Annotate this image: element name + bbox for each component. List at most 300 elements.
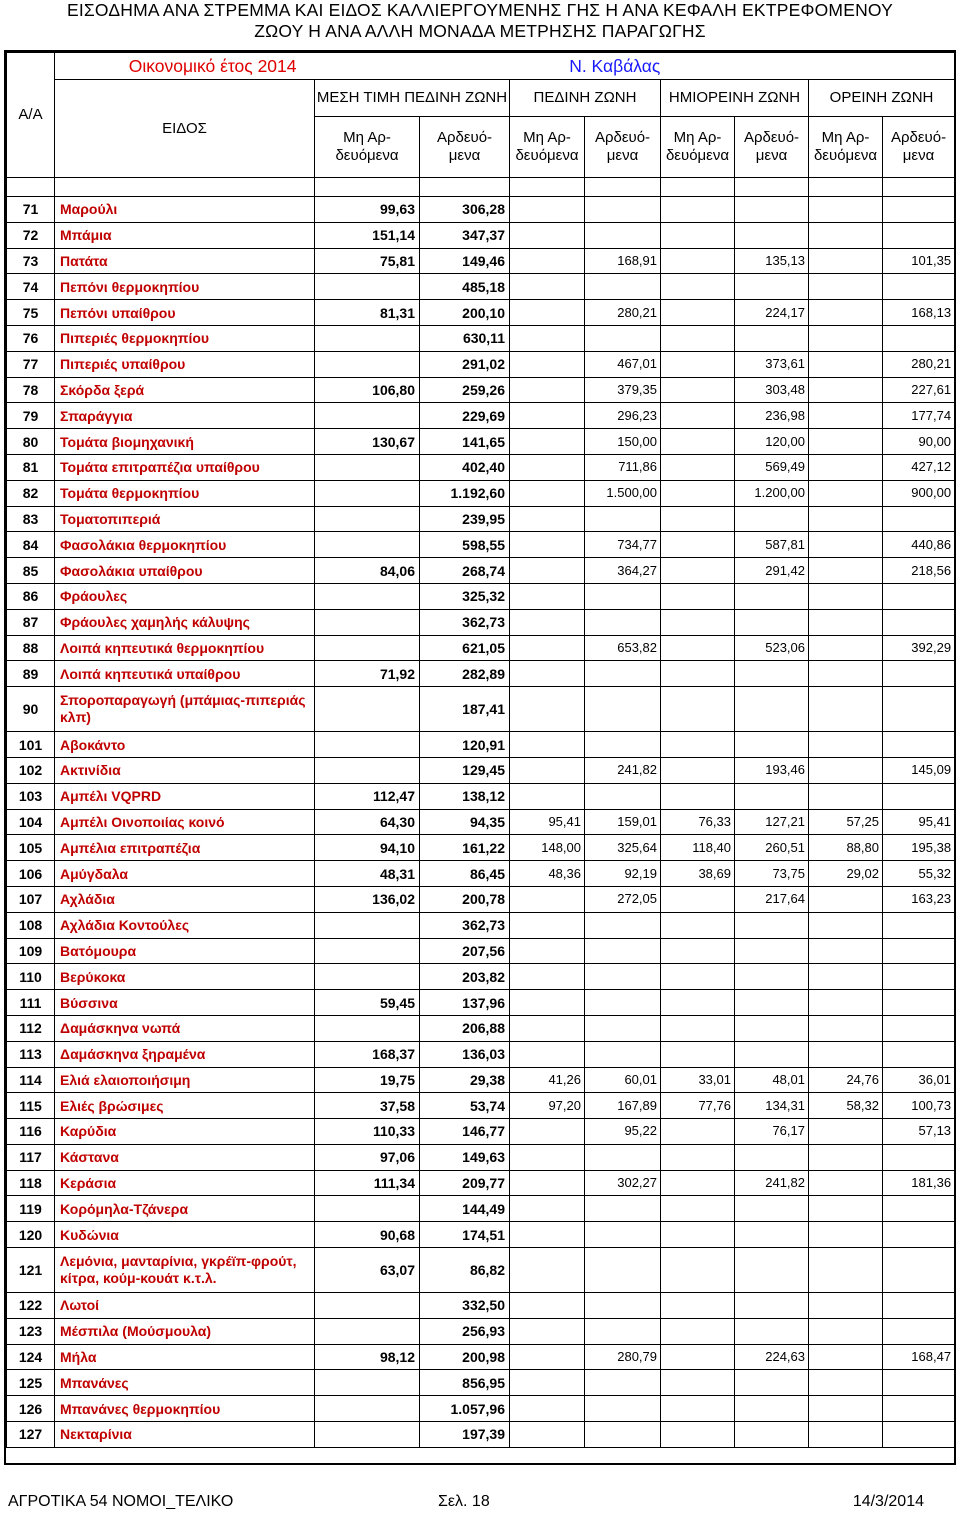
row-number: 101 xyxy=(7,732,55,758)
mean-value-cell xyxy=(315,938,420,964)
mean-value-cell xyxy=(315,325,420,351)
zone-value-cell xyxy=(661,1144,735,1170)
income-table xyxy=(6,52,955,1448)
mean-value-cell: 206,88 xyxy=(420,1015,510,1041)
subhead-irrigated: Αρδευό- μενα xyxy=(420,117,510,178)
table-row xyxy=(7,197,955,223)
zone-value-cell xyxy=(809,403,883,429)
zone-value-cell xyxy=(883,1196,955,1222)
mean-value-cell: 75,81 xyxy=(315,248,420,274)
crop-name: Φράουλες xyxy=(55,583,315,609)
table-row xyxy=(7,558,955,584)
zone-value-cell xyxy=(585,1422,661,1448)
table-row xyxy=(7,222,955,248)
mean-value-cell: 112,47 xyxy=(315,783,420,809)
zone-value-cell: 95,22 xyxy=(585,1119,661,1145)
crop-name: Αχλάδια Κοντούλες xyxy=(55,912,315,938)
zone-value-cell xyxy=(735,583,809,609)
zone-value-cell xyxy=(661,1422,735,1448)
zone-value-cell xyxy=(585,222,661,248)
footer-page-number: Σελ. 18 xyxy=(438,1493,490,1510)
zone-value-cell xyxy=(809,1344,883,1370)
zone-value-cell xyxy=(510,886,585,912)
row-number: 89 xyxy=(7,661,55,687)
zone-value-cell xyxy=(809,1318,883,1344)
crop-name: Δαμάσκηνα ξηραμένα xyxy=(55,1041,315,1067)
row-number: 90 xyxy=(7,687,55,732)
zone-value-cell xyxy=(809,429,883,455)
zone-value-cell xyxy=(661,532,735,558)
zone-mountain-header: ΟΡΕΙΝΗ ΖΩΝΗ xyxy=(809,80,955,117)
mean-value-cell: 362,73 xyxy=(420,912,510,938)
zone-value-cell xyxy=(883,1222,955,1248)
mean-value-cell xyxy=(315,964,420,990)
crop-name: Μπανάνες xyxy=(55,1370,315,1396)
mean-value-cell: 332,50 xyxy=(420,1293,510,1319)
row-number: 116 xyxy=(7,1119,55,1145)
table-row xyxy=(7,1093,955,1119)
zone-value-cell xyxy=(510,558,585,584)
table-row xyxy=(7,990,955,1016)
document-title-line2: ΖΩΟΥ Η ΑΝΑ ΑΛΛΗ ΜΟΝΑΔΑ ΜΕΤΡΗΣΗΣ ΠΑΡΑΓΩΓΗΣ xyxy=(254,21,706,41)
zone-value-cell xyxy=(735,732,809,758)
zone-value-cell: 150,00 xyxy=(585,429,661,455)
crop-name: Κυδώνια xyxy=(55,1222,315,1248)
mean-value-cell xyxy=(315,635,420,661)
mean-value-cell xyxy=(315,1196,420,1222)
zone-value-cell xyxy=(585,506,661,532)
mean-value-cell: 120,91 xyxy=(420,732,510,758)
crop-name: Αμπέλια επιτραπέζια xyxy=(55,835,315,861)
mean-value-cell: 98,12 xyxy=(315,1344,420,1370)
zone-value-cell xyxy=(809,757,883,783)
zone-value-cell xyxy=(661,912,735,938)
mean-value-cell: 347,37 xyxy=(420,222,510,248)
zone-value-cell xyxy=(661,274,735,300)
mean-value-cell xyxy=(315,506,420,532)
zone-value-cell: 227,61 xyxy=(883,377,955,403)
mean-value-cell: 239,95 xyxy=(420,506,510,532)
row-number: 109 xyxy=(7,938,55,964)
zone-value-cell xyxy=(661,429,735,455)
mean-value-cell xyxy=(315,583,420,609)
subhead-non-irrigated: Μη Αρ- δευόμενα xyxy=(661,117,735,178)
zone-value-cell xyxy=(883,1015,955,1041)
mean-value-cell: 485,18 xyxy=(420,274,510,300)
separator-cell xyxy=(883,178,955,197)
zone-value-cell xyxy=(883,732,955,758)
zone-value-cell: 77,76 xyxy=(661,1093,735,1119)
zone-value-cell xyxy=(735,1293,809,1319)
fiscal-year: Οικονομικό έτος 2014 xyxy=(55,53,315,80)
table-row xyxy=(7,835,955,861)
table-row xyxy=(7,912,955,938)
mean-value-cell: 207,56 xyxy=(420,938,510,964)
zone-mean-header: ΜΕΣΗ ΤΙΜΗ ΠΕΔΙΝΗ ΖΩΝΗ xyxy=(315,80,510,117)
table-row xyxy=(7,1041,955,1067)
crop-name: Τομάτα επιτραπέζια υπαίθρου xyxy=(55,454,315,480)
crop-name: Καρύδια xyxy=(55,1119,315,1145)
zone-value-cell xyxy=(661,938,735,964)
row-number: 104 xyxy=(7,809,55,835)
table-row xyxy=(7,861,955,887)
separator-cell xyxy=(510,178,585,197)
table-row xyxy=(7,1144,955,1170)
separator-cell xyxy=(809,178,883,197)
mean-value-cell: 29,38 xyxy=(420,1067,510,1093)
table-row xyxy=(7,300,955,326)
zone-value-cell xyxy=(809,990,883,1016)
zone-value-cell: 168,13 xyxy=(883,300,955,326)
mean-value-cell: 187,41 xyxy=(420,687,510,732)
zone-value-cell xyxy=(585,687,661,732)
table-row xyxy=(7,583,955,609)
table-row xyxy=(7,732,955,758)
mean-value-cell xyxy=(315,1293,420,1319)
zone-value-cell xyxy=(883,274,955,300)
mean-value-cell: 402,40 xyxy=(420,454,510,480)
crop-name: Φράουλες χαμηλής κάλυψης xyxy=(55,609,315,635)
zone-value-cell: 163,23 xyxy=(883,886,955,912)
mean-value-cell xyxy=(315,403,420,429)
zone-value-cell: 36,01 xyxy=(883,1067,955,1093)
zone-value-cell xyxy=(510,300,585,326)
zone-value-cell xyxy=(809,912,883,938)
zone-value-cell xyxy=(809,222,883,248)
mean-value-cell: 200,10 xyxy=(420,300,510,326)
crop-name: Λωτοί xyxy=(55,1293,315,1319)
table-row xyxy=(7,274,955,300)
zone-value-cell xyxy=(661,687,735,732)
zone-value-cell xyxy=(510,661,585,687)
mean-value-cell: 129,45 xyxy=(420,757,510,783)
table-row xyxy=(7,1248,955,1293)
zone-value-cell xyxy=(510,1370,585,1396)
zone-value-cell: 48,01 xyxy=(735,1067,809,1093)
zone-value-cell xyxy=(585,1196,661,1222)
zone-value-cell xyxy=(809,1396,883,1422)
mean-value-cell xyxy=(315,480,420,506)
zone-value-cell xyxy=(661,1248,735,1293)
zone-value-cell xyxy=(809,274,883,300)
zone-value-cell xyxy=(661,197,735,223)
zone-value-cell xyxy=(585,274,661,300)
mean-value-cell: 48,31 xyxy=(315,861,420,887)
row-number: 74 xyxy=(7,274,55,300)
mean-value-cell xyxy=(315,274,420,300)
zone-value-cell xyxy=(661,558,735,584)
zone-value-cell xyxy=(661,661,735,687)
zone-value-cell xyxy=(809,506,883,532)
zone-value-cell xyxy=(585,661,661,687)
row-number: 83 xyxy=(7,506,55,532)
zone-value-cell: 57,25 xyxy=(809,809,883,835)
zone-value-cell xyxy=(809,377,883,403)
crop-name: Φασολάκια υπαίθρου xyxy=(55,558,315,584)
zone-value-cell xyxy=(735,1144,809,1170)
zone-value-cell: 127,21 xyxy=(735,809,809,835)
crop-name: Κεράσια xyxy=(55,1170,315,1196)
zone-value-cell xyxy=(735,1248,809,1293)
crop-name: Αμπέλι VQPRD xyxy=(55,783,315,809)
separator-cell xyxy=(735,178,809,197)
zone-value-cell: 95,41 xyxy=(883,809,955,835)
zone-value-cell: 38,69 xyxy=(661,861,735,887)
mean-value-cell xyxy=(315,1422,420,1448)
zone-value-cell xyxy=(735,222,809,248)
zone-value-cell xyxy=(510,1196,585,1222)
table-row xyxy=(7,325,955,351)
zone-value-cell xyxy=(735,1396,809,1422)
col-eidos-header: ΕΙΔΟΣ xyxy=(55,80,315,178)
mean-value-cell: 144,49 xyxy=(420,1196,510,1222)
zone-value-cell xyxy=(510,1318,585,1344)
zone-value-cell: 24,76 xyxy=(809,1067,883,1093)
zone-value-cell: 392,29 xyxy=(883,635,955,661)
zone-value-cell xyxy=(661,1396,735,1422)
mean-value-cell: 209,77 xyxy=(420,1170,510,1196)
crop-name: Σπαράγγια xyxy=(55,403,315,429)
zone-value-cell xyxy=(510,454,585,480)
crop-name: Δαμάσκηνα νωπά xyxy=(55,1015,315,1041)
zone-value-cell: 427,12 xyxy=(883,454,955,480)
zone-value-cell xyxy=(735,1318,809,1344)
zone-value-cell: 291,42 xyxy=(735,558,809,584)
row-number: 111 xyxy=(7,990,55,1016)
row-number: 71 xyxy=(7,197,55,223)
separator-cell xyxy=(315,178,420,197)
table-row xyxy=(7,886,955,912)
prefecture-name: Ν. Καβάλας xyxy=(315,53,955,80)
zone-value-cell xyxy=(585,197,661,223)
table-row xyxy=(7,480,955,506)
mean-value-cell: 141,65 xyxy=(420,429,510,455)
zone-value-cell xyxy=(585,1248,661,1293)
zone-value-cell: 167,89 xyxy=(585,1093,661,1119)
row-number: 120 xyxy=(7,1222,55,1248)
zone-value-cell xyxy=(510,732,585,758)
zone-value-cell: 653,82 xyxy=(585,635,661,661)
zone-value-cell xyxy=(735,661,809,687)
zone-value-cell: 60,01 xyxy=(585,1067,661,1093)
separator-cell xyxy=(585,178,661,197)
crop-name: Πεπόνι θερμοκηπίου xyxy=(55,274,315,300)
separator-cell xyxy=(661,178,735,197)
crop-name: Πεπόνι υπαίθρου xyxy=(55,300,315,326)
row-number: 80 xyxy=(7,429,55,455)
crop-name: Μήλα xyxy=(55,1344,315,1370)
zone-value-cell xyxy=(883,783,955,809)
mean-value-cell: 97,06 xyxy=(315,1144,420,1170)
zone-value-cell xyxy=(510,757,585,783)
zone-value-cell: 296,23 xyxy=(585,403,661,429)
zone-value-cell xyxy=(809,325,883,351)
zone-value-cell xyxy=(883,506,955,532)
mean-value-cell: 90,68 xyxy=(315,1222,420,1248)
zone-value-cell xyxy=(735,1015,809,1041)
mean-value-cell: 174,51 xyxy=(420,1222,510,1248)
table-row xyxy=(7,1318,955,1344)
table-row xyxy=(7,532,955,558)
row-number: 86 xyxy=(7,583,55,609)
zone-value-cell: 900,00 xyxy=(883,480,955,506)
crop-name: Σποροπαραγωγή (μπάμιας-πιπεριάς κλπ) xyxy=(55,687,315,732)
mean-value-cell: 229,69 xyxy=(420,403,510,429)
zone-value-cell xyxy=(510,506,585,532)
table-row xyxy=(7,1396,955,1422)
row-number: 107 xyxy=(7,886,55,912)
zone-value-cell: 193,46 xyxy=(735,757,809,783)
zone-value-cell: 100,73 xyxy=(883,1093,955,1119)
mean-value-cell: 19,75 xyxy=(315,1067,420,1093)
zone-value-cell: 241,82 xyxy=(735,1170,809,1196)
zone-value-cell xyxy=(661,635,735,661)
zone-value-cell: 134,31 xyxy=(735,1093,809,1119)
zone-value-cell: 523,06 xyxy=(735,635,809,661)
zone-value-cell xyxy=(661,1196,735,1222)
zone-value-cell xyxy=(883,1144,955,1170)
zone-value-cell xyxy=(809,1222,883,1248)
zone-value-cell xyxy=(661,300,735,326)
zone-value-cell xyxy=(510,532,585,558)
zone-value-cell: 97,20 xyxy=(510,1093,585,1119)
row-number: 112 xyxy=(7,1015,55,1041)
mean-value-cell: 149,46 xyxy=(420,248,510,274)
row-number: 119 xyxy=(7,1196,55,1222)
mean-value-cell: 110,33 xyxy=(315,1119,420,1145)
crop-name: Μπανάνες θερμοκηπίου xyxy=(55,1396,315,1422)
zone-value-cell: 168,47 xyxy=(883,1344,955,1370)
mean-value-cell: 291,02 xyxy=(420,351,510,377)
mean-value-cell: 856,95 xyxy=(420,1370,510,1396)
zone-value-cell: 33,01 xyxy=(661,1067,735,1093)
zone-value-cell xyxy=(735,964,809,990)
mean-value-cell: 325,32 xyxy=(420,583,510,609)
zone-value-cell xyxy=(661,222,735,248)
zone-value-cell: 224,17 xyxy=(735,300,809,326)
zone-value-cell xyxy=(510,1144,585,1170)
zone-value-cell: 569,49 xyxy=(735,454,809,480)
zone-value-cell: 90,00 xyxy=(883,429,955,455)
zone-value-cell xyxy=(809,783,883,809)
zone-value-cell xyxy=(809,1293,883,1319)
zone-value-cell: 135,13 xyxy=(735,248,809,274)
crop-name: Τομάτα βιομηχανική xyxy=(55,429,315,455)
zone-value-cell: 373,61 xyxy=(735,351,809,377)
zone-value-cell xyxy=(510,1422,585,1448)
table-row xyxy=(7,609,955,635)
zone-value-cell xyxy=(809,248,883,274)
table-row xyxy=(7,429,955,455)
mean-value-cell: 63,07 xyxy=(315,1248,420,1293)
mean-value-cell: 306,28 xyxy=(420,197,510,223)
zone-value-cell: 95,41 xyxy=(510,809,585,835)
mean-value-cell: 94,35 xyxy=(420,809,510,835)
zone-value-cell xyxy=(510,1396,585,1422)
mean-value-cell: 136,03 xyxy=(420,1041,510,1067)
zone-value-cell xyxy=(883,990,955,1016)
zone-value-cell xyxy=(661,1293,735,1319)
zone-value-cell xyxy=(809,732,883,758)
row-number: 72 xyxy=(7,222,55,248)
mean-value-cell: 197,39 xyxy=(420,1422,510,1448)
crop-name: Βύσσινα xyxy=(55,990,315,1016)
crop-name: Κάστανα xyxy=(55,1144,315,1170)
crop-name: Μαρούλι xyxy=(55,197,315,223)
row-number: 75 xyxy=(7,300,55,326)
row-number: 79 xyxy=(7,403,55,429)
mean-value-cell: 1.057,96 xyxy=(420,1396,510,1422)
zone-value-cell: 148,00 xyxy=(510,835,585,861)
mean-value-cell: 259,26 xyxy=(420,377,510,403)
crop-name: Αβοκάντο xyxy=(55,732,315,758)
mean-value-cell: 136,02 xyxy=(315,886,420,912)
table-row xyxy=(7,1067,955,1093)
crop-name: Λοιπά κηπευτικά θερμοκηπίου xyxy=(55,635,315,661)
table-row xyxy=(7,1422,955,1448)
row-number: 114 xyxy=(7,1067,55,1093)
row-number: 103 xyxy=(7,783,55,809)
row-number: 85 xyxy=(7,558,55,584)
zone-value-cell: 280,21 xyxy=(883,351,955,377)
subhead-irrigated: Αρδευό- μενα xyxy=(735,117,809,178)
crop-name: Σκόρδα ξερά xyxy=(55,377,315,403)
table-row xyxy=(7,661,955,687)
zone-value-cell xyxy=(510,912,585,938)
table-row xyxy=(7,783,955,809)
table-row xyxy=(7,248,955,274)
crop-name: Αχλάδια xyxy=(55,886,315,912)
zone-value-cell xyxy=(661,886,735,912)
zone-value-cell xyxy=(510,1041,585,1067)
zone-value-cell: 440,86 xyxy=(883,532,955,558)
row-number: 113 xyxy=(7,1041,55,1067)
zone-value-cell xyxy=(735,506,809,532)
row-number: 78 xyxy=(7,377,55,403)
crop-name: Βερύκοκα xyxy=(55,964,315,990)
row-number: 102 xyxy=(7,757,55,783)
zone-value-cell xyxy=(883,1318,955,1344)
zone-value-cell: 218,56 xyxy=(883,558,955,584)
zone-value-cell: 1.200,00 xyxy=(735,480,809,506)
zone-value-cell xyxy=(510,964,585,990)
mean-value-cell: 53,74 xyxy=(420,1093,510,1119)
zone-value-cell xyxy=(510,1222,585,1248)
subhead-irrigated: Αρδευό- μενα xyxy=(585,117,661,178)
zone-value-cell: 1.500,00 xyxy=(585,480,661,506)
mean-value-cell xyxy=(315,1370,420,1396)
table-row xyxy=(7,938,955,964)
mean-value-cell xyxy=(315,757,420,783)
subhead-irrigated: Αρδευό- μενα xyxy=(883,117,955,178)
zone-value-cell xyxy=(510,1170,585,1196)
zone-value-cell xyxy=(661,1222,735,1248)
zone-value-cell xyxy=(809,583,883,609)
zone-semi-header: ΗΜΙΟΡΕΙΝΗ ΖΩΝΗ xyxy=(661,80,809,117)
mean-value-cell: 99,63 xyxy=(315,197,420,223)
zone-value-cell xyxy=(735,687,809,732)
zone-value-cell xyxy=(809,300,883,326)
row-number: 121 xyxy=(7,1248,55,1293)
zone-value-cell xyxy=(585,783,661,809)
zone-value-cell: 467,01 xyxy=(585,351,661,377)
zone-value-cell xyxy=(585,1015,661,1041)
zone-value-cell: 168,91 xyxy=(585,248,661,274)
mean-value-cell: 151,14 xyxy=(315,222,420,248)
row-number: 76 xyxy=(7,325,55,351)
row-number: 126 xyxy=(7,1396,55,1422)
mean-value-cell: 146,77 xyxy=(420,1119,510,1145)
